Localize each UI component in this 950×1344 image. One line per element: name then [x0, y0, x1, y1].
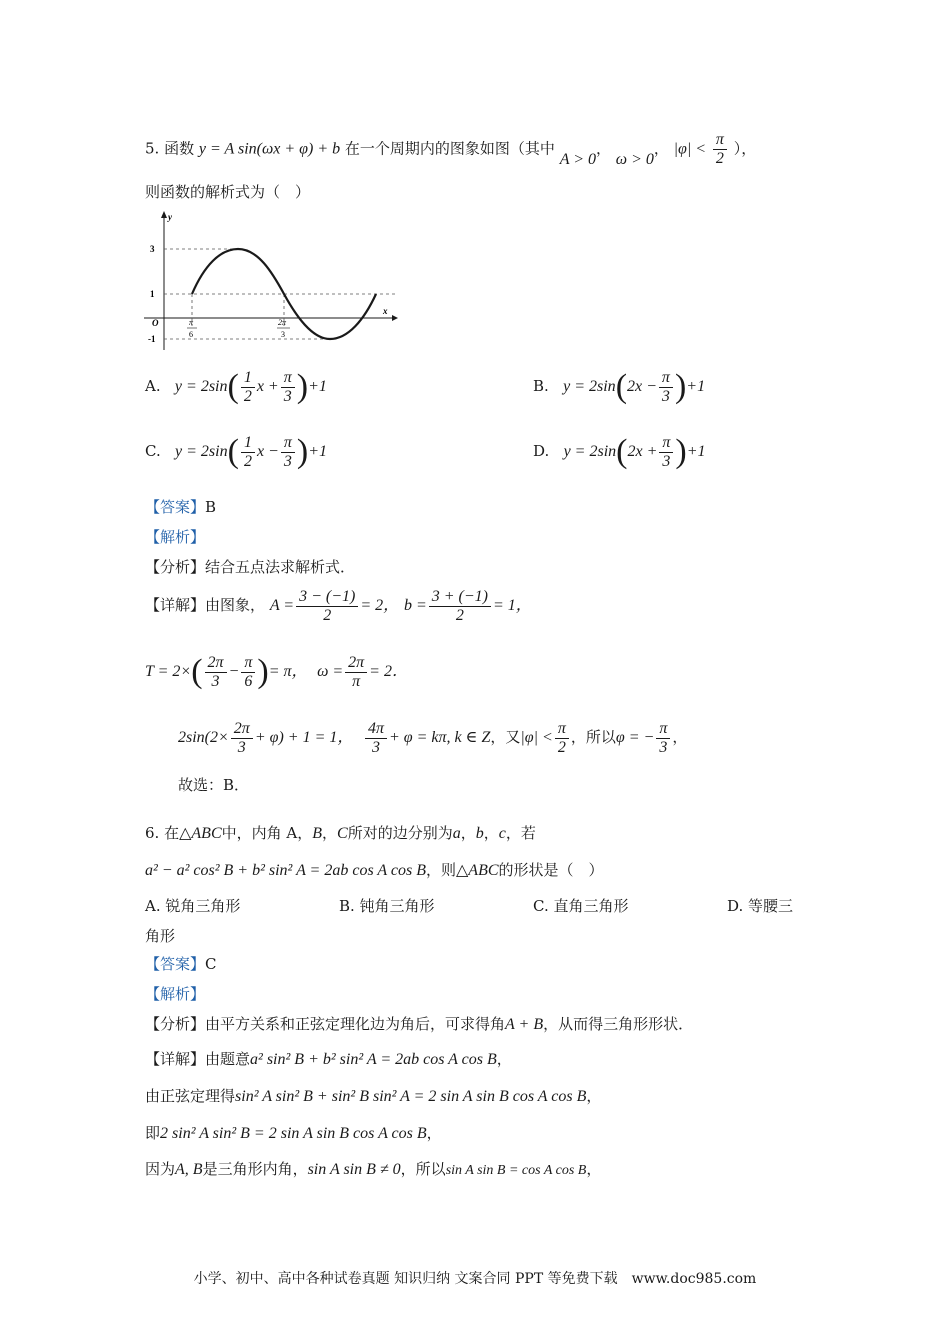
detail-text: 即 [145, 1124, 161, 1142]
q6-condition-eq: a² − a² cos² B + b² sin² A = 2ab cos A cos B [145, 862, 426, 879]
q6-comma: ， [322, 824, 338, 842]
paren-close: ) [674, 368, 687, 405]
y-axis-arrow-icon [161, 211, 167, 218]
option-label: B. [533, 377, 549, 395]
frac-den: 3 [371, 738, 380, 756]
frac-den: 3 [237, 738, 246, 756]
option-label: D. [533, 442, 550, 460]
q6-stem-2 [145, 859, 604, 882]
shift-lhs: b = [403, 597, 427, 614]
fenxi-tag: 【分析】 [145, 1015, 206, 1033]
q5-option-a[interactable] [145, 368, 327, 406]
x-axis-label: x [383, 306, 388, 316]
frac-num: π [656, 720, 670, 739]
q6-text: 所对的边分别为 [347, 824, 453, 842]
origin-label: O [152, 318, 159, 328]
angle-b: B [312, 825, 323, 842]
q5-fenxi [145, 556, 355, 578]
x-tick1-den: 6 [189, 330, 193, 339]
triangle-abc: △ABC [179, 825, 222, 842]
paren-open: ( [615, 368, 628, 405]
detail-text: 由图象， [205, 596, 266, 614]
option-mid: 2x + [627, 443, 658, 460]
frac-den: 3 [661, 387, 670, 405]
frac [241, 654, 255, 691]
frac-num: π [281, 369, 295, 388]
q5-detail-3 [178, 717, 687, 758]
x-tick2-den: 3 [281, 330, 285, 339]
answer-value: B [205, 498, 217, 516]
fenxi-text: ，从而得三角形形状． [543, 1015, 694, 1033]
frac-num: π [241, 654, 255, 673]
y-tick-minus1: -1 [148, 334, 156, 344]
option-pre: y = 2sin [563, 443, 617, 460]
fenxi-text: 由平方关系和正弦定理化边为角后，可求得角 [205, 1015, 506, 1033]
answer-tag: 【答案】 [145, 955, 206, 973]
option-pre: y = 2sin [174, 378, 228, 395]
q6-detail-3 [145, 1122, 442, 1145]
paren-open: ( [191, 653, 203, 690]
period-lhs: T = 2× [145, 663, 192, 680]
x-tick2-num: 2π [278, 318, 287, 327]
answer-value: C [205, 955, 217, 973]
fenxi-tag: 【分析】 [145, 558, 206, 576]
detail-text: ， [586, 1160, 602, 1178]
x-tick1-num: π [189, 318, 194, 327]
frac-num: π [555, 720, 569, 739]
q6-detail-1 [145, 1048, 512, 1071]
detail-tag: 【详解】 [145, 596, 206, 614]
q6-text: ，则 [425, 861, 456, 879]
amp-rhs: = 2， [360, 597, 400, 614]
q6-option-c[interactable]: C. 直角三角形 [533, 897, 629, 915]
frac [659, 434, 673, 471]
option-label: A. [145, 377, 161, 395]
detail-text: 由题意 [205, 1050, 251, 1068]
q6-stem-1 [145, 822, 536, 845]
eq-a-rest: + φ) + 1 = 1， [254, 729, 354, 746]
fenxi-eq: A + B [505, 1016, 544, 1033]
q6-text: 中，内角 A， [221, 824, 313, 842]
frac [205, 654, 227, 691]
q5-stem: 5. 函数 y = A sin(ωx + φ) + b 在一个周期内的图象如图（其中 A > 0， ω > 0， |φ| < $\frac{\pi}{2}$ ）， [145, 131, 757, 168]
frac-den: 2 [557, 738, 566, 756]
option-mid: 2x − [627, 378, 657, 395]
detail-eq: sin A sin B = cos A cos B [445, 1163, 587, 1178]
detail-text: ， [586, 1087, 602, 1105]
frac-num: π [713, 131, 727, 150]
detail-eq: A, B [175, 1161, 203, 1178]
q6-option-b[interactable]: B. 钝角三角形 [339, 897, 435, 915]
q5-stem-end: ）， [733, 139, 757, 158]
q5-stem-line2: 则函数的解析式为（ ） [145, 183, 311, 201]
frac-num: 2π [345, 654, 367, 673]
frac [555, 720, 569, 757]
q5-graph [140, 208, 402, 353]
eq-b-rest: + φ = kπ, k ∈ Z [388, 729, 491, 746]
y-axis-label: y [168, 212, 172, 222]
frac-den: 2 [243, 452, 252, 470]
q5-choose: 故选：B． [178, 776, 250, 794]
q6-option-a[interactable]: A. 锐角三角形 [145, 897, 241, 915]
q5-option-b[interactable] [533, 368, 705, 406]
paren-close: ) [257, 653, 269, 690]
detail-eq: a² sin² B + b² sin² A = 2ab cos A cos B [250, 1051, 497, 1068]
q6-number: 6. 在 [145, 824, 180, 842]
q6-detail-4 [145, 1158, 601, 1182]
eq-d-end: ， [672, 728, 688, 746]
q6-text: ，若 [505, 824, 536, 842]
page-footer: 小学、初中、高中各种试卷真题 知识归纳 文案合同 PPT 等免费下载 www.doc985.com [193, 1271, 757, 1287]
q5-cond-omega: ω > 0 [615, 150, 654, 168]
shift-rhs: = 1， [492, 597, 532, 614]
detail-eq: sin A sin B ≠ 0 [307, 1161, 401, 1178]
option-mid: x + [256, 378, 279, 395]
y-tick-3: 3 [150, 244, 155, 254]
frac [659, 369, 673, 406]
frac-den: 3 [283, 387, 292, 405]
q5-cond-phi-frac [713, 131, 727, 168]
q5-option-d[interactable] [533, 433, 706, 471]
frac-den: π [352, 672, 361, 690]
frac-den: 6 [244, 672, 253, 690]
frac-den: 2 [323, 606, 332, 624]
q5-detail-2 [145, 651, 408, 692]
q6-option-d[interactable]: D. 等腰三 [727, 897, 794, 915]
option-post: +1 [308, 378, 327, 395]
frac-num: 4π [365, 720, 387, 739]
detail-eq: sin² A sin² B + sin² B sin² A = 2 sin A sin B cos A cos B [235, 1088, 587, 1105]
option-post: +1 [686, 443, 706, 460]
frac-den: 2 [455, 606, 464, 624]
fenxi-text: 结合五点法求解析式． [205, 558, 356, 576]
period-rhs: = π， [268, 663, 308, 680]
amp-lhs: A = [269, 597, 295, 614]
q6-comma: ， [460, 824, 476, 842]
frac [281, 369, 295, 406]
frac-den: 3 [659, 738, 668, 756]
q5-cond-phi: |φ| < [673, 140, 707, 158]
detail-text: ， [496, 1050, 512, 1068]
q6-analysis-tag: 【解析】 [145, 985, 206, 1003]
detail-text: 因为 [145, 1160, 176, 1178]
frac-num: 2π [231, 720, 253, 739]
frac-den: 2 [715, 150, 724, 167]
eq-c: ，又 [490, 728, 521, 746]
detail-eq: 2 sin² A sin² B = 2 sin A sin B cos A cos B [160, 1125, 427, 1142]
detail-text: 由正弦定理得 [145, 1087, 236, 1105]
answer-tag: 【答案】 [145, 498, 206, 516]
q5-option-c[interactable] [145, 433, 327, 471]
q5-stem-mid: 在一个周期内的图象如图（其中 [344, 139, 555, 158]
q5-analysis-tag: 【解析】 [145, 528, 206, 546]
frac-den: 2 [243, 387, 252, 405]
q5-cond-a: A > 0 [559, 150, 596, 168]
minus: − [228, 663, 240, 680]
omega-lhs: ω = [317, 663, 344, 680]
option-post: +1 [686, 378, 706, 395]
option-pre: y = 2sin [175, 443, 228, 460]
option-label: C. [145, 442, 161, 460]
frac-num: π [659, 369, 673, 388]
q5-answer [145, 496, 216, 518]
side-a: a [452, 825, 461, 842]
frac [365, 720, 387, 757]
eq-c-lhs: |φ| < [520, 729, 553, 746]
y-tick-1: 1 [150, 289, 155, 299]
frac-num: 2π [205, 654, 227, 673]
frac-num: 3 + (−1) [429, 588, 491, 607]
option-pre: y = 2sin [563, 378, 616, 395]
omega-rhs: = 2． [369, 663, 408, 680]
angle-c: C [337, 825, 348, 842]
option-post: +1 [308, 443, 327, 460]
frac [281, 434, 295, 471]
detail-tag: 【详解】 [145, 1050, 206, 1068]
x-axis-arrow-icon [392, 315, 398, 321]
q5-detail-1 [145, 587, 532, 625]
paren-close: ) [675, 433, 687, 470]
side-b: b [475, 825, 484, 842]
amp-frac [296, 588, 358, 625]
side-c: c [498, 825, 506, 842]
q5-function: y = A sin(ωx + φ) + b [198, 140, 341, 158]
q6-answer [145, 953, 217, 975]
q6-text: 的形状是（ ） [498, 861, 604, 879]
omega-frac [345, 654, 367, 691]
frac-den: 3 [662, 452, 671, 470]
paren-close: ) [296, 433, 309, 470]
frac-den: 3 [283, 452, 292, 470]
eq-d: ，所以 [570, 728, 616, 746]
frac-num: 3 − (−1) [296, 588, 358, 607]
detail-text: 是三角形内角， [202, 1160, 308, 1178]
q6-comma: ， [483, 824, 499, 842]
frac [241, 369, 255, 406]
q6-detail-2 [145, 1085, 601, 1108]
q6-fenxi [145, 1013, 693, 1036]
frac [231, 720, 253, 757]
paren-close: ) [296, 368, 309, 405]
paren-open: ( [227, 368, 239, 405]
option-mid: x − [256, 443, 279, 460]
eq-a: 2sin(2× [178, 729, 229, 746]
frac-den: 3 [211, 672, 220, 690]
frac-num: π [659, 434, 673, 453]
detail-text: ， [426, 1124, 442, 1142]
q5-number: 5. 函数 [145, 139, 195, 158]
triangle-abc: △ABC [455, 862, 499, 879]
paren-open: ( [227, 433, 239, 470]
frac [656, 720, 670, 757]
shift-frac [429, 588, 491, 625]
paren-open: ( [616, 433, 628, 470]
q6-option-d-cont[interactable]: 角形 [145, 927, 176, 945]
frac-num: 1 [241, 434, 255, 453]
frac [241, 434, 255, 471]
frac-num: 1 [241, 369, 255, 388]
detail-text: ，所以 [400, 1160, 446, 1178]
eq-d-lhs: φ = − [615, 729, 655, 746]
frac-num: π [281, 434, 295, 453]
